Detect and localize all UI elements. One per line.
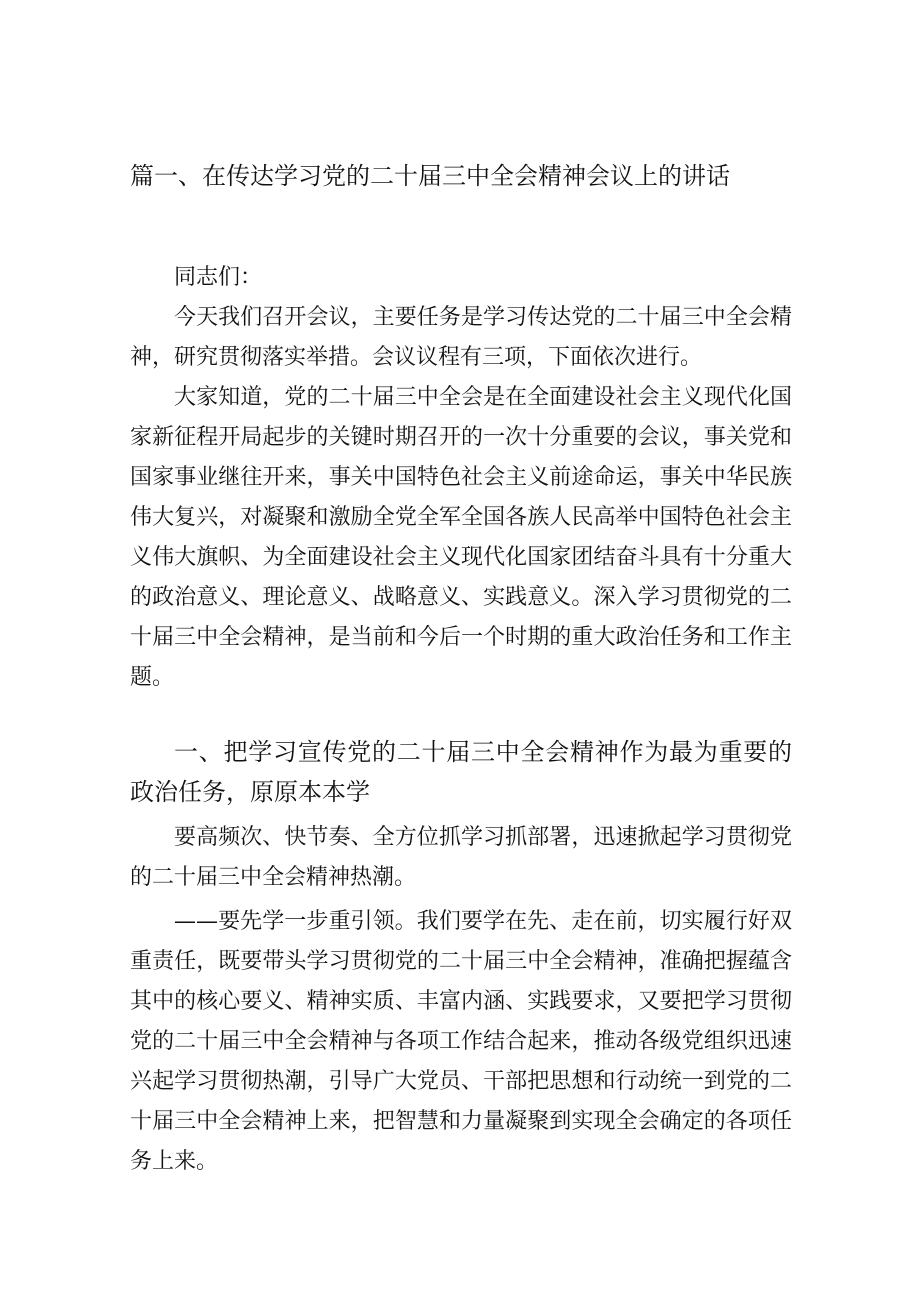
paragraph-background: 大家知道，党的二十届三中全会是在全面建设社会主义现代化国家新征程开局起步的关键时期召开的一次十分重要的会议，事关党和国家事业继往开来，事关中国特色社会主义前途命运，事关中华民族伟大复兴，对凝聚和激励全党全军全国各族人民高举中国特色社会主义伟大旗帜、为全面建设社会主义现代化国家团结奋斗具有十分重大的政治意义、理论意义、战略意义、实践意义。深入学习贯彻党的二十届三中全会精神，是当前和今后一个时期的重大政治任务和工作主题。 — [130, 385, 792, 690]
section-1-paragraph-2: ——要先学一步重引领。我们要学在先、走在前，切实履行好双重责任，既要带头学习贯彻党的二十届三中全会精神，准确把握蕴含其中的核心要义、精神实质、丰富内涵、实践要求，又要把学习贯彻党的二十届三中全会精神与各项工作结合起来，推动各级党组织迅速兴起学习贯彻热潮，引导广大党员、干部把思想和行动统一到党的二十届三中全会精神上来，把智慧和力量凝聚到实现全会确定的各项任务上来。 — [130, 909, 792, 1174]
section-1-paragraph-1: 要高频次、快节奏、全方位抓学习抓部署，迅速掀起学习贯彻党的二十届三中全会精神热潮。 — [130, 825, 792, 890]
document-title: 篇一、在传达学习党的二十届三中全会精神会议上的讲话 — [130, 162, 730, 190]
paragraph-intro: 今天我们召开会议，主要任务是学习传达党的二十届三中全会精神，研究贯彻落实举措。会议议程有三项，下面依次进行。 — [130, 305, 792, 370]
section-heading-1: 一、把学习宣传党的二十届三中全会精神作为最为重要的政治任务，原原本本学 — [130, 738, 792, 806]
greeting: 同志们： — [174, 265, 263, 290]
